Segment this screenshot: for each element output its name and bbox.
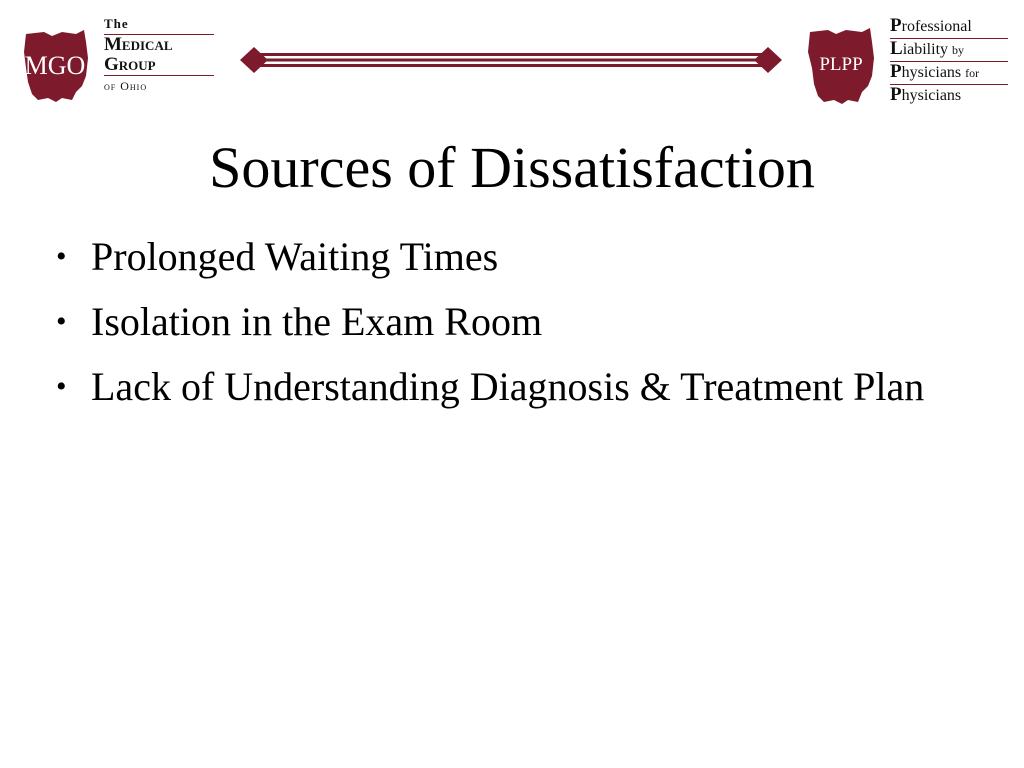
- bullet-dot-icon: •: [56, 305, 67, 338]
- plpp-monogram-text: PLPP: [819, 54, 863, 75]
- bullet-text: Isolation in the Exam Room: [91, 299, 543, 344]
- bullet-list: [56, 230, 976, 425]
- plpp-logo: [806, 16, 1010, 116]
- wordmark-medical: Medical: [104, 34, 173, 55]
- ohio-state-mgo-logo-icon: [22, 28, 90, 104]
- bullet-text: Prolonged Waiting Times: [91, 234, 499, 279]
- wordmark-group: Group: [104, 54, 156, 75]
- wordmark-the: The: [104, 16, 129, 31]
- medical-group-wordmark: [104, 16, 216, 94]
- medical-group-of-ohio-logo: [22, 16, 222, 108]
- right-diamond-icon: [754, 47, 782, 73]
- plpp-wordmark: [890, 16, 1008, 107]
- bullet-text: Lack of Understanding Diagnosis & Treatment Plan: [91, 364, 925, 409]
- wordmark-line-professional: Professional: [890, 16, 1008, 39]
- wordmark-of-ohio: of Ohio: [104, 79, 148, 93]
- wordmark-line-liability: Liability by: [890, 39, 1008, 62]
- bullet-dot-icon: •: [56, 240, 67, 273]
- slide-title: Sources of Dissatisfaction: [209, 135, 815, 200]
- bullet-dot-icon: •: [56, 370, 67, 403]
- left-diamond-icon: [240, 47, 268, 73]
- ohio-state-plpp-logo-icon: [806, 26, 876, 106]
- bullet-item: [56, 360, 976, 414]
- decorative-divider-bar: [238, 44, 784, 76]
- bullet-item: [56, 230, 976, 284]
- wordmark-line-physicians: Physicians for: [890, 62, 1008, 85]
- bullet-item: [56, 295, 976, 349]
- mgo-monogram-text: MGO: [24, 51, 86, 80]
- wordmark-line-physicians-2: Physicians: [890, 84, 962, 105]
